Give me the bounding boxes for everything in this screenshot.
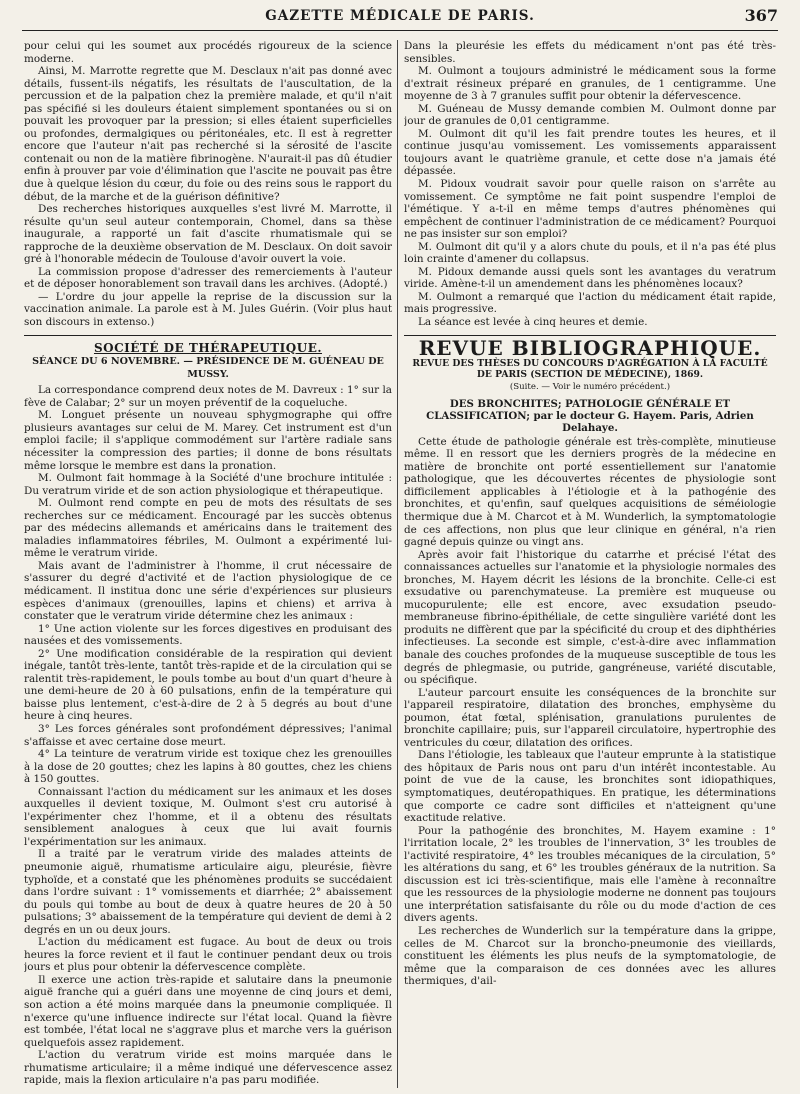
paragraph: Mais avant de l'administrer à l'homme, il crut nécessaire de s'assurer du degré d'activité et de l'action physiologique de ce médicament. Il institua donc une série d'expériences sur plusieurs espèces d'animaux (grenouilles, lapins et chiens) et arriva à constater que le veratrum viride détermine chez les animaux :: [24, 559, 392, 623]
paragraph: 2° Une modification considérable de la respiration qui devient inégale, tantôt très-lente, tantôt très-rapide et de la circulation qui se ralentit très-rapidement, le pouls tombe au bout d'un quart d'heure à une demi-heure de 20 à 60 pulsations, enfin de la température qui baisse plus lentement, c'est-à-dire de 2 à 5 degrés au bout d'une heure à cinq heures.: [24, 647, 392, 723]
left-column: [24, 40, 392, 1088]
column-divider: [397, 40, 398, 1088]
suite-note: (Suite. — Voir le numéro précédent.): [509, 382, 671, 393]
page-number: 367: [744, 6, 778, 25]
paragraph: M. Longuet présente un nouveau sphygmographe qui offre plusieurs avantages sur celui de M. Marey. Cet instrument est d'un emploi facile; il s'applique commodément sur l'artère radiale sans nécessiter la compression des parties; il donne de bons résultats même lorsque le membre est dans la pronation.: [24, 409, 392, 472]
paragraph: M. Oulmont rend compte en peu de mots des résultats de ses recherches sur ce médicament. Encouragé par les succès obtenus par des médecins allemands et américains dans le traitement des maladies inflammatoires fébriles, M. Oulmont a expérimenté lui-même le veratrum viride.: [24, 497, 392, 560]
paragraph: Après avoir fait l'historique du catarrhe et précisé l'état des connaissances actuelles sur l'anatomie et la physiologie normales des bronches, M. Hayem décrit les lésions de la bronchite. Celle-ci est exsudative ou parenchymateuse. La première est muqueuse ou mucopurulente; elle est encore, avec exsudation pseudo-membraneuse fibrino-épithéliale, de cette singulière variété dont les produits ne diffèrent que par la spécificité du croup et des diphthéries infectieuses. La seconde est simple, c'est-à-dire avec inflammation banale des couches profondes de la muqueuse susceptible de tous les degrés de phlegmasie, ou putride, gangréneuse, variété discutable, ou spécifique.: [404, 548, 776, 687]
paragraph: Connaissant l'action du médicament sur les animaux et les doses auxquelles il devient toxique, M. Oulmont s'est cru autorisé à l'expérimenter chez l'homme, et il a obtenu des résultats sensiblement analogues à ceux que lui avait fournis l'expérimentation sur les animaux.: [24, 785, 392, 848]
paragraph: Dans l'étiologie, les tableaux que l'auteur emprunte à la statistique des hôpitaux de Paris nous ont paru d'un intérêt incontestable. Au point de vue de la cause, les bronchites sont idiopathiques, symptomatiques, deutéropathiques. En pratique, les déterminations que comporte ce cadre sont difficiles et n'atteignent qu'une exactitude relative.: [404, 749, 776, 825]
paragraph: La correspondance comprend deux notes de M. Davreux : 1° sur la fève de Calabar; 2° sur un moyen préventif de la coqueluche.: [24, 384, 392, 409]
paragraph: La commission propose d'adresser des remerciements à l'auteur et de déposer honorablement son travail dans les archives. (Adopté.): [24, 265, 392, 291]
paragraph: Dans la pleurésie les effets du médicament n'ont pas été très-sensibles.: [404, 40, 776, 65]
paragraph: M. Pidoux voudrait savoir pour quelle raison on s'arrête au vomissement. Ce symptôme ne fait point suspendre l'emploi de l'émétique. Y a-t-il en même temps d'autres phénomènes qui empêchent de continuer l'administration de ce médicament? Pourquoi ne pas insister sur son emploi?: [404, 178, 776, 241]
section-title: SOCIÉTÉ DE THÉRAPEUTIQUE.: [93, 340, 323, 355]
paragraph: L'auteur parcourt ensuite les conséquences de la bronchite sur l'appareil respiratoire, dilatation des bronches, emphysème du poumon, état fœtal, splénisation, granulations purulentes de bronchite capillaire; puis, sur l'appareil circulatoire, hypertrophie des ventricules du cœur, dilatation des orifices.: [404, 686, 776, 749]
paragraph: La séance est levée à cinq heures et demie.: [418, 316, 648, 329]
paragraph: Pour la pathogénie des bronchites, M. Hayem examine : 1° l'irritation locale, 2° les troubles de l'innervation, 3° les troubles de l'activité respiratoire, 4° les troubles mécaniques de la circulation, 5° les altérations du sang, et 6° les troubles généraux de la nutrition. Sa discussion est ici très-scientifique, mais elle l'amène à reconnaître que les ressources de la physiologie moderne ne donnent pas toujours une interprétation satisfaisante du rôle ou du mode d'action de ces divers agents.: [404, 824, 776, 925]
paragraph: M. Pidoux demande aussi quels sont les avantages du veratrum viride. Amène-t-il un amendement dans les phénomènes locaux?: [404, 265, 776, 291]
paragraph: Il a traité par le veratrum viride des malades atteints de pneumonie aiguë, rhumatisme articulaire aigu, pleurésie, fièvre typhoïde, et a constaté que les phénomènes produits se succédaient dans l'ordre suivant : 1° vomissements et diarrhée; 2° abaissement du pouls qui tombe au bout de deux à quatre heures de 20 à 50 pulsations; 3° abaissement de la température qui devient de demi à 2 degrés en un ou deux jours.: [24, 848, 392, 936]
paragraph: Ainsi, M. Marrotte regrette que M. Desclaux n'ait pas donné avec détails, fussent-ils négatifs, les résultats de l'auscultation, de la percussion et de la palpation chez la première malade, et qu'il n'ait pas spécifié si les douleurs étaient simplement spontanées ou si on pouvait les provoquer par la pression; si elles étaient superficielles ou profondes, dermalgiques ou péritonéales, etc. Il est à regretter encore que l'auteur n'ait pas recherché si la sérosité de l'ascite contenait ou non de la matière fibrinogène. N'aurait-il pas dû étudier enfin à prouver par voie d'élimination que l'ascite ne pouvait pas être due à quelque lésion du cœur, du foie ou des reins sous le rapport du début, de la marche et de la guérison définitive?: [24, 65, 392, 203]
header-rule: [22, 30, 778, 31]
right-column: [404, 40, 776, 1088]
paragraph: M. Oulmont a remarqué que l'action du médicament était rapide, mais progressive.: [404, 290, 776, 316]
paragraph: M. Oulmont fait hommage à la Société d'une brochure intitulée : Du veratrum viride et de son action physiologique et thérapeutique.: [24, 472, 392, 497]
book-title: DES BRONCHITES; PATHOLOGIE GÉNÉRALE ET CLASSIFICATION; par le docteur G. Hayem. Paris, Adrien Delahaye.: [426, 397, 754, 434]
paragraph: L'action du médicament est fugace. Au bout de deux ou trois heures la force revient et il faut le continuer pendant deux ou trois jours et plus pour obtenir la défervescence complète.: [24, 936, 392, 974]
paragraph: Les recherches de Wunderlich sur la température dans la grippe, celles de M. Charcot sur la broncho-pneumonie des vieillards, constituent les éléments les plus neufs de la symptomatologie, de même que la comparaison de ces données avec les allures thermiques, d'ail-: [404, 925, 776, 988]
review-subtitle: REVUE DES THÈSES DU CONCOURS D'AGRÉGATION À LA FACULTÉ DE PARIS (SECTION DE MÉDECINE), 1869.: [412, 358, 768, 381]
seance-heading: SÉANCE DU 6 NOVEMBRE. — PRÉSIDENCE DE M. GUÉNEAU DE MUSSY.: [32, 356, 384, 380]
paragraph: pour celui qui les soumet aux procédés rigoureux de la science moderne.: [24, 40, 392, 65]
paragraph: Cette étude de pathologie générale est très-complète, minutieuse même. Il en ressort que les derniers progrès de la médecine en matière de bronchite ont porté essentiellement sur l'anatomie pathologique, que les découvertes récentes de physiologie sont difficilement applicables à l'étiologie et à la pathogénie des bronchites, et qu'enfin, sauf quelques acquisitions de séméiologie thermique due à M. Charcot et à M. Wunderlich, la symptomatologie de ces affections, non plus que leur clinique en général, n'a rien gagné depuis quinze ou vingt ans.: [404, 435, 776, 549]
paragraph: 4° La teinture de veratrum viride est toxique chez les grenouilles à la dose de 20 gouttes; chez les lapins à 80 gouttes, chez les chiens à 150 gouttes.: [24, 748, 392, 786]
section-divider: [24, 335, 392, 336]
page-header: [22, 6, 778, 34]
paragraph: M. Oulmont dit qu'il les fait prendre toutes les heures, et il continue jusqu'au vomissement. Les vomissements apparaissent toujours avant le quatrième granule, et cette dose n'a jamais été dépassée.: [404, 127, 776, 178]
paragraph: Il exerce une action très-rapide et salutaire dans la pneumonie aiguë franche qui a guéri dans une moyenne de cinq jours et demi, son action a été moins marquée dans la pneumonie compliquée. Il n'exerce qu'une influence indirecte sur l'état local. Quand la fièvre est tombée, l'état local ne s'aggrave plus et marche vers la guérison quelquefois assez rapidement.: [24, 973, 392, 1049]
paragraph: M. Oulmont a toujours administré le médicament sous la forme d'extrait résineux préparé en granules, de 1 centigramme. Une moyenne de 3 à 7 granules suffit pour obtenir la défervescence.: [404, 65, 776, 103]
review-title: REVUE BIBLIOGRAPHIQUE.: [418, 335, 762, 360]
journal-title: GAZETTE MÉDICALE DE PARIS.: [265, 8, 535, 24]
paragraph: Des recherches historiques auxquelles s'est livré M. Marrotte, il résulte qu'un seul auteur contemporain, Chomel, dans sa thèse inaugurale, a rapporté un fait d'ascite rhumatismale qui se rapproche de la deuxième observation de M. Desclaux. On doit savoir gré à l'honorable médecin de Toulouse d'avoir ouvert la voie.: [24, 203, 392, 266]
paragraph: — L'ordre du jour appelle la reprise de la discussion sur la vaccination animale. La parole est à M. Jules Guérin. (Voir plus haut son discours in extenso.): [24, 290, 392, 329]
paragraph: M. Guéneau de Mussy demande combien M. Oulmont donne par jour de granules de 0,01 centigramme.: [404, 102, 776, 128]
paragraph: 1° Une action violente sur les forces digestives en produisant des nausées et des vomissements.: [24, 622, 392, 648]
paragraph: 3° Les forces générales sont profondément dépressives; l'animal s'affaisse et avec certaine dose meurt.: [24, 722, 392, 748]
paragraph: L'action du veratrum viride est moins marquée dans le rhumatisme articulaire; il a même indiqué une défervescence assez rapide, mais la flexion articulaire n'a pas paru modifiée.: [24, 1049, 392, 1087]
paragraph: M. Oulmont dit qu'il y a alors chute du pouls, et il n'a pas été plus loin crainte d'amener du collapsus.: [404, 240, 776, 266]
